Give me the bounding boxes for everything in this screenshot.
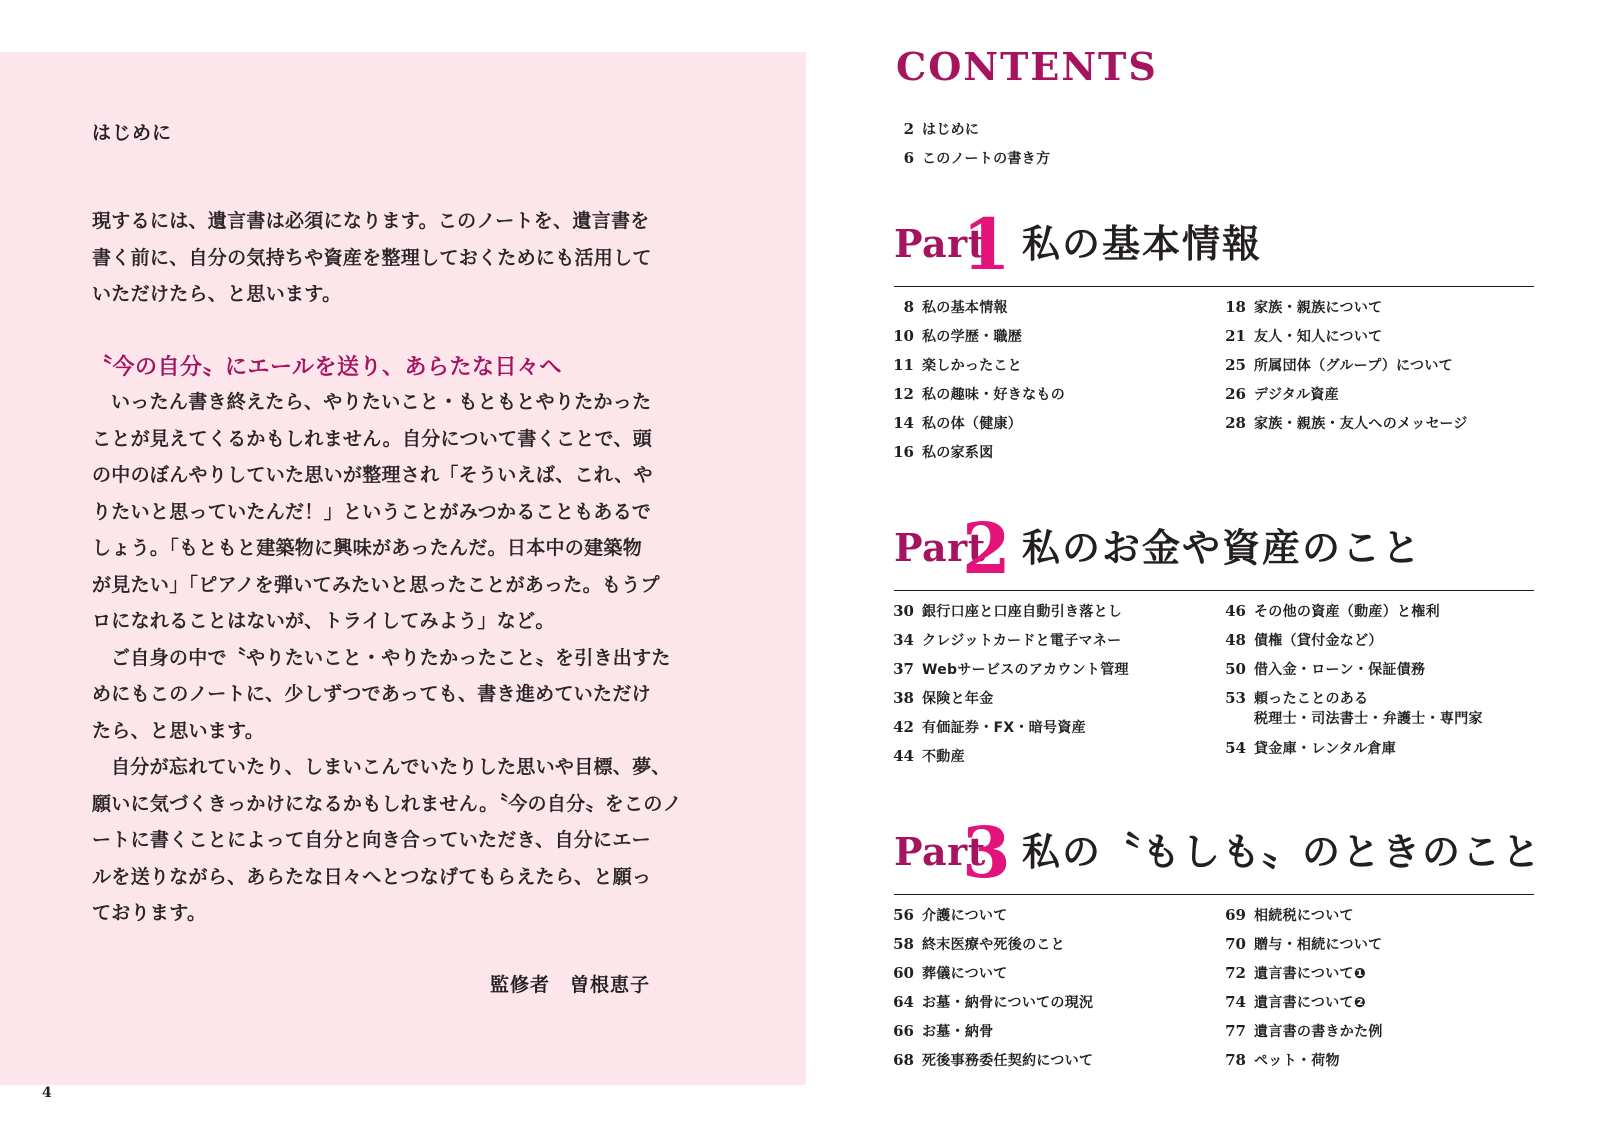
toc-entry[interactable] xyxy=(1216,935,1383,964)
toc-page-number: 66 xyxy=(893,1022,914,1040)
part-title: 私の〝もしも〟のときのこと xyxy=(1022,830,1543,874)
text-line: 書く前に、自分の気持ちや資産を整理しておくためにも活用して xyxy=(92,246,652,269)
toc-entry-label: このノートの書き方 xyxy=(922,151,1051,167)
toc-entry-label: 保険と年金 xyxy=(922,691,994,707)
toc-entry-label: 私の家系図 xyxy=(922,445,994,461)
toc-page-number: 68 xyxy=(893,1051,914,1069)
toc-entry-label xyxy=(1254,689,1483,729)
intro-heading: はじめに xyxy=(92,122,173,144)
toc-entry[interactable] xyxy=(884,689,1129,718)
toc-entry[interactable] xyxy=(884,327,1065,356)
text-line: いただけたら、と思います。 xyxy=(92,283,342,305)
toc-page-number: 53 xyxy=(1225,689,1246,707)
toc-page-number: 8 xyxy=(903,298,914,316)
toc-page-number: 34 xyxy=(893,631,914,649)
toc-page-number: 72 xyxy=(1225,964,1246,982)
toc-entry-label: 友人・知人について xyxy=(1254,329,1383,345)
toc-entry-label: 私の基本情報 xyxy=(922,300,1008,316)
toc-entry[interactable] xyxy=(884,443,1065,472)
toc-page-number: 58 xyxy=(893,935,914,953)
toc-entry[interactable] xyxy=(884,935,1093,964)
toc-entry[interactable] xyxy=(1216,1051,1383,1080)
toc-entry-label: 私の体（健康） xyxy=(922,416,1023,432)
part-2-left-column xyxy=(884,602,1129,776)
text-line: ートに書くことによって自分と向き合っていただき、自分にエー xyxy=(92,829,651,851)
toc-entry[interactable] xyxy=(1216,414,1468,443)
toc-entry-label: ペット・荷物 xyxy=(1254,1053,1340,1069)
toc-page-number: 60 xyxy=(893,964,914,982)
toc-entry-label: 遺言書について❶ xyxy=(1254,966,1366,982)
part-3-left-column xyxy=(884,906,1093,1080)
toc-entry-label: クレジットカードと電子マネー xyxy=(922,633,1122,649)
toc-page-number: 69 xyxy=(1225,906,1246,924)
text-line: ご自身の中で〝やりたいこと・やりたかったこと〟を引き出すた xyxy=(111,646,671,669)
toc-page-number: 48 xyxy=(1225,631,1246,649)
part-2-header xyxy=(894,507,1534,591)
text-line: ております。 xyxy=(92,902,207,924)
toc-entry-label: 有価証券・FX・暗号資産 xyxy=(922,720,1086,736)
toc-entry-label: 銀行口座と口座自動引き落とし xyxy=(922,604,1123,620)
text-line: が見たい」「ピアノを弾いてみたいと思ったことがあった。もうプ xyxy=(92,573,660,596)
toc-entry[interactable] xyxy=(1216,385,1468,414)
toc-entry[interactable] xyxy=(900,149,1050,178)
toc-entry-label: デジタル資産 xyxy=(1254,387,1339,403)
toc-page-number: 26 xyxy=(1225,385,1246,403)
toc-page-number: 77 xyxy=(1225,1022,1246,1040)
part-number: 3 xyxy=(962,811,1011,894)
part-title: 私のお金や資産のこと xyxy=(1022,526,1423,570)
part-word: Part xyxy=(894,525,986,570)
toc-page-number: 78 xyxy=(1225,1051,1246,1069)
contents-title: CONTENTS xyxy=(896,44,1158,89)
toc-entry-label: 遺言書について❷ xyxy=(1254,995,1366,1011)
toc-page-number: 28 xyxy=(1225,414,1246,432)
toc-page-number: 38 xyxy=(893,689,914,707)
toc-entry[interactable] xyxy=(1216,631,1483,660)
toc-entry-label: お墓・納骨 xyxy=(922,1024,994,1040)
toc-entry-label: 贈与・相続について xyxy=(1254,937,1383,953)
toc-page-number: 25 xyxy=(1225,356,1246,374)
text-line: いったん書き終えたら、やりたいこと・もともとやりたかった xyxy=(111,391,652,413)
toc-entry-label: 家族・親族・友人へのメッセージ xyxy=(1254,416,1468,432)
toc-page-number: 2 xyxy=(903,120,914,138)
text-line: めにもこのノートに、少しずつであっても、書き進めていただけ xyxy=(92,683,651,705)
part-1-header xyxy=(894,203,1534,287)
toc-page-number: 42 xyxy=(893,718,914,736)
part-title: 私の基本情報 xyxy=(1022,222,1263,266)
toc-page-number: 56 xyxy=(893,906,914,924)
intro-paragraph-a xyxy=(92,203,682,313)
part-word: Part xyxy=(894,829,986,874)
toc-page-number: 54 xyxy=(1225,739,1246,757)
part-number: 2 xyxy=(962,507,1011,590)
toc-entry[interactable] xyxy=(1216,739,1483,768)
toc-page-number: 18 xyxy=(1225,298,1246,316)
toc-page-number: 64 xyxy=(893,993,914,1011)
toc-page-number: 44 xyxy=(893,747,914,765)
toc-entry-label: 貸金庫・レンタル倉庫 xyxy=(1254,741,1397,757)
text-line: ルを送りながら、あらたな日々へとつなげてもらえたら、と願っ xyxy=(92,865,652,888)
toc-entry[interactable] xyxy=(884,1051,1093,1080)
toc-page-number: 50 xyxy=(1225,660,1246,678)
toc-entry[interactable] xyxy=(884,906,1093,935)
toc-entry[interactable] xyxy=(1216,906,1383,935)
toc-entry-label: はじめに xyxy=(922,122,980,138)
toc-entry[interactable] xyxy=(884,718,1129,747)
toc-page-number: 30 xyxy=(893,602,914,620)
toc-entry[interactable] xyxy=(1216,298,1468,327)
part-2-right-column xyxy=(1216,602,1483,768)
toc-entry[interactable] xyxy=(1216,993,1383,1022)
toc-entry-label: 所属団体（グループ）について xyxy=(1254,358,1453,374)
text-line: ロになれることはないが、トライしてみよう」など。 xyxy=(92,610,555,632)
toc-entry-label: 終末医療や死後のこと xyxy=(922,937,1065,953)
toc-entry[interactable] xyxy=(884,964,1093,993)
toc-entry-label-line: 税理士・司法書士・弁護士・専門家 xyxy=(1254,711,1483,727)
text-line: の中のぼんやりしていた思いが整理され「そういえば、これ、や xyxy=(92,464,653,486)
toc-entry[interactable] xyxy=(884,602,1129,631)
text-line: りたいと思っていたんだ！」ということがみつかることもあるで xyxy=(92,500,652,523)
toc-entry-label: 私の趣味・好きなもの xyxy=(922,387,1065,403)
toc-entry-label: 相続税について xyxy=(1254,908,1354,924)
part-1-left-column xyxy=(884,298,1065,472)
text-line: しょう。「もともと建築物に興味があったんだ。日本中の建築物 xyxy=(92,537,643,559)
toc-entry[interactable] xyxy=(884,631,1129,660)
toc-page-number: 10 xyxy=(893,327,914,345)
text-line: ことが見えてくるかもしれません。自分について書くことで、頭 xyxy=(92,427,653,450)
toc-entry[interactable] xyxy=(1216,689,1483,739)
part-word: Part xyxy=(894,221,986,266)
toc-entry[interactable] xyxy=(884,1022,1093,1051)
intro-paragraph-b xyxy=(92,384,682,932)
toc-entry[interactable] xyxy=(884,356,1065,385)
toc-entry-label: 死後事務委任契約について xyxy=(922,1053,1094,1069)
text-line: 現するには、遺言書は必須になります。このノートを、遺言書を xyxy=(92,210,650,232)
text-line: たら、と思います。 xyxy=(92,719,265,742)
toc-pre-list xyxy=(900,120,1050,178)
toc-entry[interactable] xyxy=(884,747,1129,776)
toc-page-number: 46 xyxy=(1225,602,1246,620)
toc-entry[interactable] xyxy=(1216,356,1468,385)
text-line: 願いに気づくきっかけになるかもしれません。〝今の自分〟をこのノ xyxy=(92,792,682,815)
toc-entry[interactable] xyxy=(884,414,1065,443)
toc-entry-label-line: 頼ったことのある xyxy=(1254,691,1369,707)
toc-entry[interactable] xyxy=(884,298,1065,327)
toc-entry[interactable] xyxy=(900,120,1050,149)
toc-entry-label: その他の資産（動産）と権利 xyxy=(1254,604,1440,620)
toc-entry[interactable] xyxy=(1216,1022,1383,1051)
toc-page-number: 74 xyxy=(1225,993,1246,1011)
toc-entry[interactable] xyxy=(1216,660,1483,689)
toc-entry-label: 遺言書の書きかた例 xyxy=(1254,1024,1383,1040)
part-1-right-column xyxy=(1216,298,1468,443)
toc-entry-label: 私の学歴・職歴 xyxy=(922,329,1023,345)
section-subheading: 〝今の自分〟にエールを送り、あらたな日々へ xyxy=(90,355,563,380)
supervisor-signature: 監修者 曽根恵子 xyxy=(489,974,650,996)
toc-page-number: 37 xyxy=(893,660,914,678)
part-number: 1 xyxy=(962,203,1011,286)
toc-entry[interactable] xyxy=(1216,602,1483,631)
toc-entry[interactable] xyxy=(884,993,1093,1022)
toc-entry-label: お墓・納骨についての現況 xyxy=(922,995,1094,1011)
text-line: 自分が忘れていたり、しまいこんでいたりした思いや目標、夢、 xyxy=(111,756,671,778)
toc-entry-label: 債権（貸付金など） xyxy=(1254,633,1383,649)
toc-entry-label: 家族・親族について xyxy=(1254,300,1383,316)
toc-entry-label: 楽しかったこと xyxy=(922,358,1023,374)
toc-entry-label: 不動産 xyxy=(922,749,965,765)
toc-page-number: 6 xyxy=(903,149,914,167)
part-3-header xyxy=(894,811,1543,895)
toc-entry-label: 借入金・ローン・保証債務 xyxy=(1254,662,1426,678)
toc-entry[interactable] xyxy=(884,660,1129,689)
toc-entry[interactable] xyxy=(1216,327,1468,356)
page-number: 4 xyxy=(42,1085,52,1101)
toc-page-number: 12 xyxy=(893,385,914,403)
toc-entry[interactable] xyxy=(1216,964,1383,993)
toc-entry-label: 介護について xyxy=(922,908,1008,924)
toc-page-number: 11 xyxy=(893,356,914,374)
toc-entry-label: 葬儀について xyxy=(922,966,1008,982)
toc-page-number: 14 xyxy=(893,414,914,432)
toc-entry[interactable] xyxy=(884,385,1065,414)
toc-page-number: 16 xyxy=(893,443,914,461)
toc-page-number: 21 xyxy=(1225,327,1246,345)
toc-page-number: 70 xyxy=(1225,935,1246,953)
part-3-right-column xyxy=(1216,906,1383,1080)
toc-entry-label: Webサービスのアカウント管理 xyxy=(922,662,1129,678)
